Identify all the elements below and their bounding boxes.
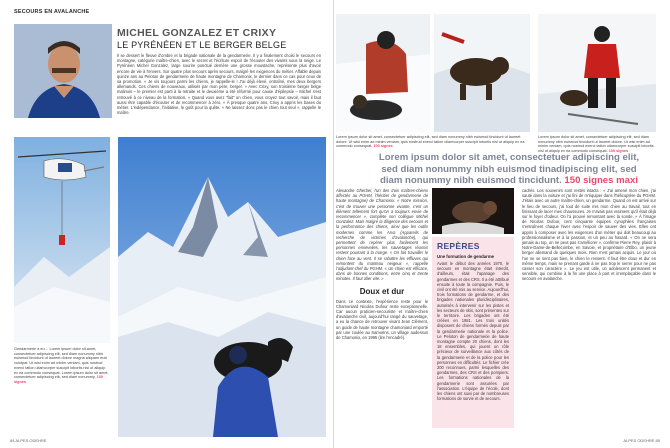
right-caption-left-text: Lorem ipsum dolor sit amet, consectetuer adipiscing elit, sed diam nonummy nibh euismod tincidunt ut laoreet dolore. Ut wisi enim ad minim veniam, quis nostrud exerci tation ullamcorper suscipit lobortis nisl ut aliquip ex ea commodo consequat. (336, 135, 525, 149)
reperes-title: REPÈRES (437, 241, 480, 251)
pull-quote-accent: 150 signes maxi (564, 175, 639, 187)
reperes-text: Avant le début des années 1970, le secours en montagne était interdit, d'ailleurs, était l'apanage des gendarmes et des CRS. Il a été attribué ensuite à toute la compagnie. Puis, le civil ont été mis au service. Aujourd'hui, trois formations de gendarme, et des brigades nationales pluridisciplinaires, autorisés à intervenir sur les pistes et les secteurs de skis, sont présentes sur le territoire. Les brigades ont été créées en 1981. Les trois unités disposent de chiens formés depuis par la gendarmerie nationale et la police. Le Peloton de gendarmerie de haute montagne compte 20 chiens, dont les 18 ensembles, qui jouent un rôle précieux de surveillance aux côtés de la gendarmerie et de la police pour les personnes en difficultés. Le fichier crée 200 reconnues, parmi lesquelles des gendarmes, des CRS et des pompiers. Les formations nationales de la gendarmerie sont assurées par l'association. L'équipe de l'école, dont les chiens ont suivi par de nombreuses formations de survie et de secours. (437, 261, 509, 402)
portrait-photo (14, 24, 112, 118)
column-3-text: cadrés. Les souvenirs sont restés intacts : « J'ai amené mon chien, j'ai sauté dans la voiture et j'ai fini de m'équiper dans l'hélicoptère du PGHM. J'étais avec un autre maître-chien, un gendarme. Quand on est arrivé sur le lieu de secours, j'ai tout de suite mis mon chien au travail, tout en finissant de lacer mes chaussures. Je n'avais pas vraiment qu'il était déjà sur le foyer d'odeur. On l'a prouvé remontant avec la sonde. » À l'image de Nicolas Dufour, cent cinquante équipes cynophiles françaises s'entraînent chaque hiver avec l'espoir de sauver des vies. Elles ont appris à composer avec les exigences d'un métier qui doit beaucoup au professionnalisme et à la passion, et un peu au hasard. « On ne sera jamais au top, on ne peut pas s'améliorer », confirme Pierre Rey, plaisir à Notre-Dame-de-Bellecombe, en Savoie, et propriétaire d'Elbo, un jeune berger allemand de quelques mois. Rien n'est jamais acquis. Le jour où l'on ne se sent pas bien, le chien le ressent. Il faut être doux et dur en même temps, mais se prenant garde à ne pas trop le serrer pour ne pas casser son caractère ». Le jeu est utile, un adolescent permanent et sensible, qui combine à la fin une place à part et irremplaçable dans le secours en avalanche. (522, 188, 656, 282)
left-caption-text: Gendarmerie a eu… Lorem ipsum dolor sit amet, consectetuer adipiscing elit, sed diam nonummy nibh euismod tincidunt ut laoreet dolore magna aliquam erat volutpat. Ut wisi enim ad minim veniam, quis nostrud exerci tation ullamcorper suscipit lobortis nisl ut aliquip ex ea commodo consequat. Lorem ipsum dolor sit amet, consectetuer adipiscing elit, sed diam nonummy, (14, 347, 109, 380)
article-subtitle: LE PYRÉNÉEN ET LE BERGER BELGE (117, 40, 287, 50)
right-caption-right-text: Lorem ipsum dolor sit amet, consectetuer adipiscing elit, sed diam nonummy nibh euismod tincidunt ut laoreet dolore. Ut wisi enim ad minim veniam, quis nostrud exerci tation ullamcorper suscipit lobortis nisl ut aliquip ex ea commodo consequat. (538, 135, 654, 154)
reperes-subtitle: Une formation de gendarme (437, 254, 495, 259)
column-3 (522, 188, 656, 438)
left-folio: 84 ALPES ODEHRE (10, 438, 47, 443)
left-caption-accent: 100 signes (14, 375, 104, 384)
article-title: MICHEL GONZALEZ ET CRIXY (117, 27, 277, 39)
left-caption (14, 347, 110, 385)
column-1-text: Alexandre Gherber, l'un des trois maîtres-chiens affectés au PGHM, l'héritier de gendarmerie de haute montagne) de Chamonix. « Notre mission, c'est de trouver une personne vivante, c'est un élément tellement fort qu'on a toujours envie de recommencer », complète son collègue Michel Gonzalez. Mais malgré la diligence des secours et la performance des chiens, ainsi que les outils modernes comme les Arva (Appareils de recherche de victimes d'avalanche), qui permettent de repérer plus facilement les personnes ensevelies, les sauvetages réussis restent pourtant à la marge. « On fait travailler le chien face au vent. Il se rabattre les effluves qui remontent du manteau neigeux », rappelle l'adjudant-chef du PGHM. « Un chien est efficace, dans de bonnes conditions, entre cinq et trente minutes. Il faut aller vite. » (336, 188, 428, 282)
column-1-subhead: Doux et dur (359, 286, 405, 296)
pull-quote-text: Lorem ipsum dolor sit amet, consectetuer adipiscing elit, sed diam nonummy nibh euismod tinadipiscing elit, sed diam nonummy nibh euismod tincidunt. (378, 152, 640, 187)
reperes-box (432, 237, 514, 428)
right-caption-left-accent: 100 signes (373, 144, 393, 149)
right-caption-right (538, 135, 656, 154)
column-1 (336, 188, 428, 438)
dog-digging-photo (434, 14, 530, 132)
mountain-photo (118, 137, 326, 437)
intro-text: Il se dessert le fleuve d'ombre et la brigade nationale de la gendarmerie. Il y a finalement choisi le secours en montagne, catégorie maître-chien, avec le secret et l'écriture espoir de l'écouter des vivants sous la neige. Le Pyrénéen Michel Gonzalez, large sourire ponctué derrière une grosse moustache, représente plus d'avoir encore de vie à l'envers. Sur quatre plus secours après secours, malgré les exigences du métier. Affable depuis quinze ans au Peloton de gendarmerie de haute montagne de Chamonix, le dernier dans ce cas pour ceux de sa promotion. « Je vis toujours parmi les chiens, je rappelle-le ! J'ai déjà élevé, entraîné, mes deux bergers allemands. Ces chiens de nouveaux, utilisés par mon père, berger. » Avec Crixy, son troisième berger belge malinois – le premier est parti à la retraite et le deuxième a été réformé pour cause d'épilepsie – Michel s'est retrouvé à ce niveau de la formation. « Quand vous avez "fait" un chien, vous croyez tout savoir, mais il faut aussi être capable d'écouter et de recommencer à zéro. » À presque quatre ans, Crixy a appris les bases du métier. L'indépendance, l'initiative, le goût pour la quête. « Ne laissez donc pas le chien tout seul », rappelle le maître. (117, 53, 321, 116)
right-caption-left (336, 135, 530, 149)
left-page (0, 0, 334, 448)
skier-photo (538, 14, 656, 132)
column-1-text2: Dans ce contexte, l'expérience reste pour le Chamoniard Nicolas Dufour reste exceptionnelle. Car aucun praticien-secouriste et maître-chien d'avalanche civil, aujourd'hui rangé du sauvetage, a eu la chance de retrouver vivant Jean Clément, un guide de haute montagne chamoniard emporté par une coulée au Samoëns, un village audessus de Chamonix, en 1995 (lire l'encadré). (336, 298, 428, 341)
section-label: SECOURS EN AVALANCHE (14, 9, 90, 15)
right-folio: ALPES ODEHRE 85 (623, 438, 660, 443)
rescuer-dog-photo (336, 14, 430, 132)
right-caption-right-accent: 100 signes (608, 149, 629, 154)
helicopter-photo (14, 137, 110, 343)
dog-snow-photo (432, 188, 514, 234)
right-page (336, 0, 670, 448)
pull-quote (370, 152, 648, 187)
